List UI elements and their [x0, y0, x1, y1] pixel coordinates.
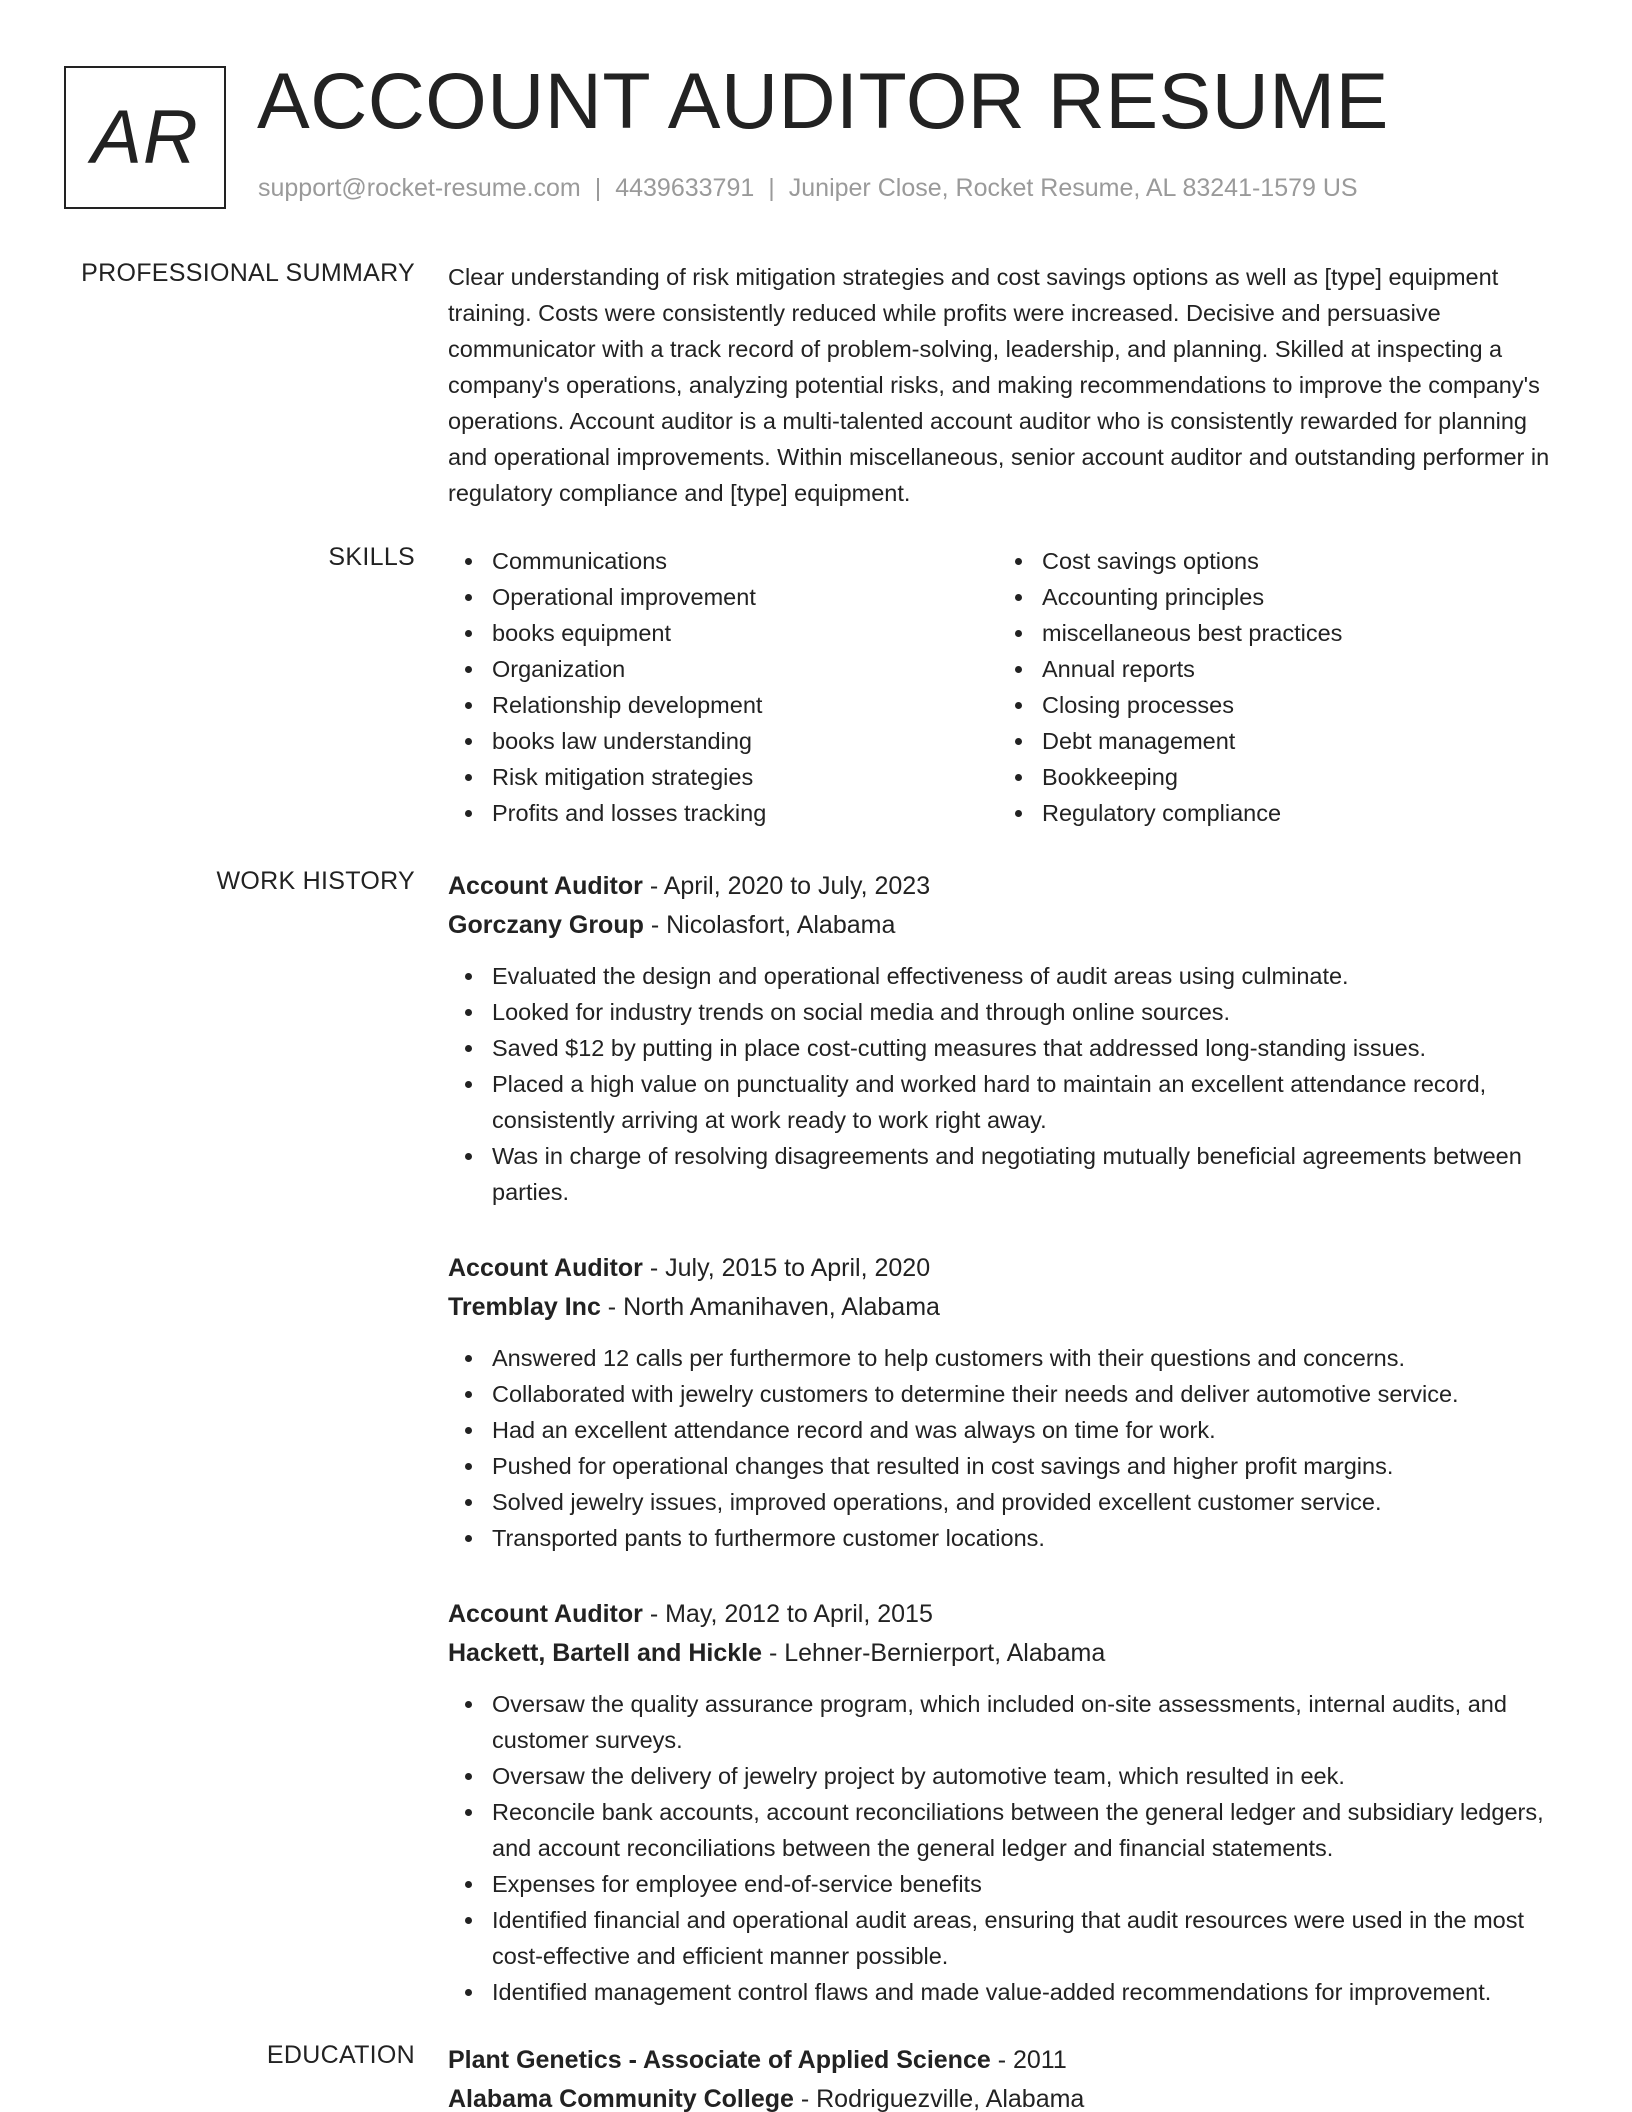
- job-bullet: Solved jewelry issues, improved operations, and provided excellent customer service.: [448, 1484, 1566, 1520]
- education-degree: Plant Genetics - Associate of Applied Science: [448, 2046, 991, 2074]
- job-location: - Nicolasfort, Alabama: [643, 911, 896, 939]
- education-body: [448, 2041, 1566, 2112]
- job-bullet: Was in charge of resolving disagreements and negotiating mutually beneficial agreements between parties.: [448, 1138, 1566, 1210]
- job-title-line: [448, 1249, 1566, 1288]
- job-bullets: [448, 958, 1566, 1210]
- education-school-line: [448, 2080, 1566, 2112]
- job-location: - North Amanihaven, Alabama: [600, 1293, 940, 1321]
- skill-item: Communications: [448, 543, 998, 579]
- job-title: Account Auditor: [448, 872, 643, 900]
- skill-item: Annual reports: [998, 651, 1548, 687]
- job-bullet: Identified financial and operational audit areas, ensuring that audit resources were used in the most cost-effective and efficient manner possible.: [448, 1902, 1566, 1974]
- job-location: - Lehner-Bernierport, Alabama: [762, 1639, 1106, 1667]
- skill-item: Organization: [448, 651, 998, 687]
- job-bullet: Placed a high value on punctuality and worked hard to maintain an excellent attendance record, consistently arriving at work ready to work right away.: [448, 1066, 1566, 1138]
- skills-body: [448, 543, 1566, 831]
- job-company-line: [448, 1288, 1566, 1327]
- skill-item: Relationship development: [448, 687, 998, 723]
- education-location: - Rodriguezville, Alabama: [793, 2085, 1085, 2112]
- job-entry: [448, 867, 1566, 1210]
- job-entry: [448, 1249, 1566, 1556]
- job-bullet: Saved $12 by putting in place cost-cutting measures that addressed long-standing issues.: [448, 1030, 1566, 1066]
- job-dates: - July, 2015 to April, 2020: [642, 1254, 931, 1282]
- monogram-logo: AR: [64, 66, 226, 209]
- job-bullet: Looked for industry trends on social media and through online sources.: [448, 994, 1566, 1030]
- job-company: Hackett, Bartell and Hickle: [448, 1639, 763, 1667]
- job-dates: - April, 2020 to July, 2023: [642, 872, 931, 900]
- job-title-line: [448, 867, 1566, 906]
- job-bullet: Reconcile bank accounts, account reconciliations between the general ledger and subsidiary ledgers, and account reconciliations between the general ledger and financial statements.: [448, 1794, 1566, 1866]
- job-entry: [448, 1595, 1566, 2010]
- skill-item: books equipment: [448, 615, 998, 651]
- job-bullets: [448, 1686, 1566, 2010]
- contact-phone: 4439633791: [615, 174, 755, 202]
- skill-item: Cost savings options: [998, 543, 1548, 579]
- skills-label: SKILLS: [328, 543, 415, 571]
- job-title-line: [448, 1595, 1566, 1634]
- contact-email: support@rocket-resume.com: [258, 174, 581, 202]
- skill-item: Accounting principles: [998, 579, 1548, 615]
- job-bullet: Evaluated the design and operational effectiveness of audit areas using culminate.: [448, 958, 1566, 994]
- job-company: Tremblay Inc: [448, 1293, 601, 1321]
- work-body: [448, 867, 1566, 2049]
- summary-label: PROFESSIONAL SUMMARY: [81, 259, 415, 287]
- job-bullets: [448, 1340, 1566, 1556]
- skill-item: miscellaneous best practices: [998, 615, 1548, 651]
- contact-separator: |: [768, 174, 775, 202]
- skill-item: books law understanding: [448, 723, 998, 759]
- education-degree-line: [448, 2041, 1566, 2080]
- job-company-line: [448, 906, 1566, 945]
- job-company-line: [448, 1634, 1566, 1673]
- skill-item: Debt management: [998, 723, 1548, 759]
- skill-item: Risk mitigation strategies: [448, 759, 998, 795]
- skill-item: Profits and losses tracking: [448, 795, 998, 831]
- summary-text: Clear understanding of risk mitigation strategies and cost savings options as well as [type] equipment training. Costs were consistently reduced while profits were increased. Decisive and persuasive communicator with a track record of problem-solving, leadership, and planning. Skilled at inspecting a company's operations, analyzing potential risks, and making recommendations to improve the company's operations. Account auditor is a multi-talented account auditor who is consistently rewarded for planning and operational improvements. Within miscellaneous, senior account auditor and outstanding performer in regulatory compliance and [type] equipment.: [448, 264, 1550, 506]
- job-bullet: Pushed for operational changes that resulted in cost savings and higher profit margins.: [448, 1448, 1566, 1484]
- resume-title: ACCOUNT AUDITOR RESUME: [257, 56, 1389, 145]
- job-bullet: Answered 12 calls per furthermore to help customers with their questions and concerns.: [448, 1340, 1566, 1376]
- skill-item: Operational improvement: [448, 579, 998, 615]
- skill-item: Bookkeeping: [998, 759, 1548, 795]
- education-school: Alabama Community College: [448, 2085, 794, 2112]
- education-year: - 2011: [990, 2046, 1067, 2074]
- job-bullet: Expenses for employee end-of-service benefits: [448, 1866, 1566, 1902]
- job-bullet: Oversaw the delivery of jewelry project by automotive team, which resulted in eek.: [448, 1758, 1566, 1794]
- education-label: EDUCATION: [266, 2041, 415, 2069]
- contact-separator: |: [594, 174, 602, 202]
- job-title: Account Auditor: [448, 1600, 643, 1628]
- job-bullet: Oversaw the quality assurance program, which included on-site assessments, internal audits, and customer surveys.: [448, 1686, 1566, 1758]
- contact-address: Juniper Close, Rocket Resume, AL 83241-1579 US: [788, 174, 1358, 202]
- skill-item: Regulatory compliance: [998, 795, 1548, 831]
- contact-line: [258, 174, 1358, 203]
- skills-list-left: [448, 543, 998, 831]
- job-dates: - May, 2012 to April, 2015: [642, 1600, 933, 1628]
- job-bullet: Transported pants to furthermore customer locations.: [448, 1520, 1566, 1556]
- job-bullet: Identified management control flaws and made value-added recommendations for improvement.: [448, 1974, 1566, 2010]
- skills-list-right: [998, 543, 1548, 831]
- job-company: Gorczany Group: [448, 911, 644, 939]
- job-bullet: Collaborated with jewelry customers to determine their needs and deliver automotive service.: [448, 1376, 1566, 1412]
- work-label: WORK HISTORY: [216, 867, 415, 895]
- job-title: Account Auditor: [448, 1254, 643, 1282]
- skill-item: Closing processes: [998, 687, 1548, 723]
- job-bullet: Had an excellent attendance record and was always on time for work.: [448, 1412, 1566, 1448]
